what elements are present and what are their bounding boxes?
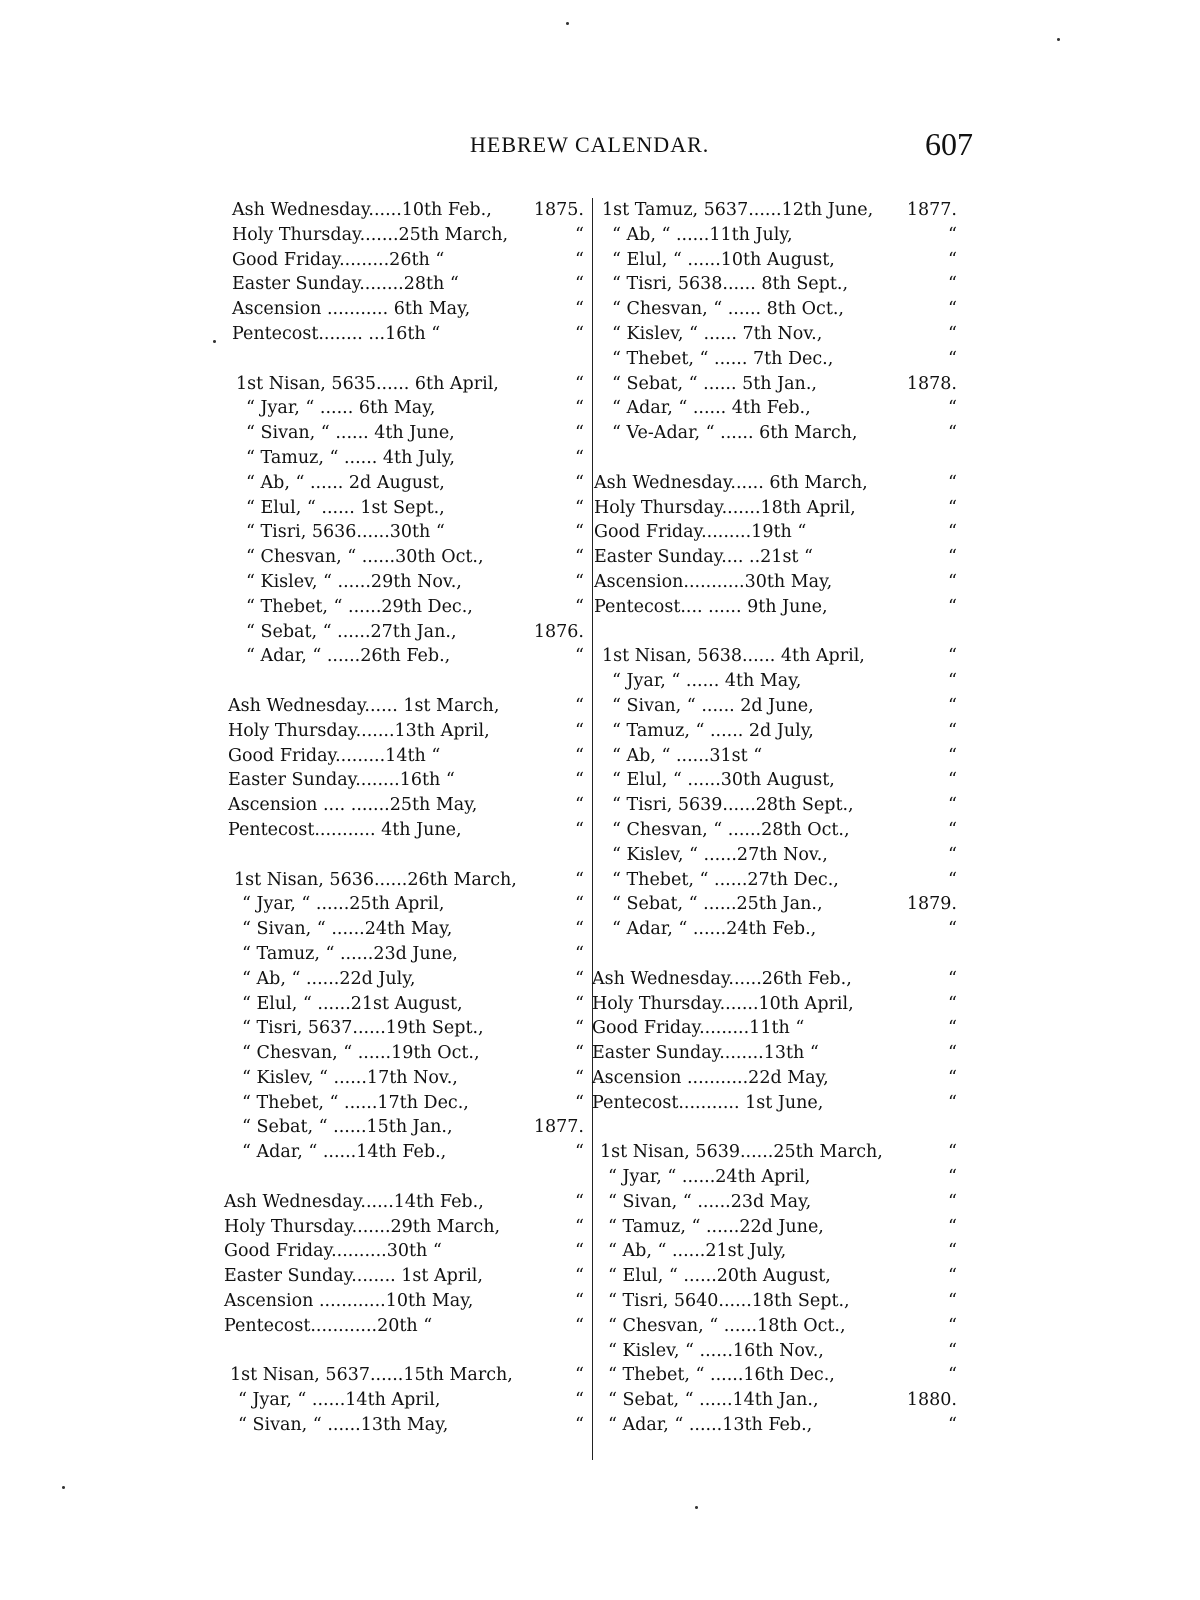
calendar-entry	[222, 297, 594, 322]
calendar-entry	[222, 1363, 594, 1388]
entry-text: “ Ab, “ ...... 2d August,	[246, 472, 445, 493]
calendar-entry	[222, 1190, 594, 1215]
entry-text: “ Elul, “ ......20th August,	[608, 1266, 831, 1287]
section-gap	[592, 446, 967, 471]
calendar-entry	[222, 892, 594, 917]
entry-text: “ Adar, “ ...... 4th Feb.,	[612, 398, 811, 419]
entry-year: “	[948, 249, 957, 270]
calendar-entry	[592, 272, 967, 297]
entry-year: “	[575, 522, 584, 543]
print-speck	[1057, 38, 1060, 41]
calendar-entry	[592, 471, 967, 496]
entry-year: “	[575, 1390, 584, 1411]
entry-year: “	[948, 224, 957, 245]
calendar-entry	[592, 868, 967, 893]
entry-text: “ Kislev, “ ......16th Nov.,	[608, 1340, 824, 1361]
entry-text: Ash Wednesday......26th Feb.,	[592, 968, 852, 989]
entry-text: “ Sebat, “ ......27th Jan.,	[246, 621, 457, 642]
entry-year: “	[948, 398, 957, 419]
section-gap	[222, 1339, 594, 1364]
entry-year: “	[948, 423, 957, 444]
entry-text: Easter Sunday........16th “	[228, 770, 455, 791]
calendar-entry	[592, 421, 967, 446]
entry-text: Holy Thursday.......13th April,	[228, 720, 490, 741]
entry-year: “	[948, 1415, 957, 1436]
entry-year: “	[575, 472, 584, 493]
calendar-entry	[592, 1140, 967, 1165]
entry-year: “	[948, 1092, 957, 1113]
calendar-entry	[222, 719, 594, 744]
entry-text: Good Friday.........11th “	[592, 1018, 805, 1039]
calendar-entry	[592, 1165, 967, 1190]
entry-year: “	[948, 1043, 957, 1064]
entry-year: “	[575, 770, 584, 791]
entry-year: “	[575, 299, 584, 320]
entry-year: “	[575, 249, 584, 270]
entry-text: “ Sivan, “ ...... 4th June,	[246, 423, 455, 444]
calendar-entry	[222, 917, 594, 942]
calendar-entry	[222, 942, 594, 967]
entry-year: “	[948, 1266, 957, 1287]
entry-text: “ Tamuz, “ ......23d June,	[242, 943, 458, 964]
calendar-entry	[222, 1413, 594, 1438]
entry-text: Ash Wednesday......14th Feb.,	[224, 1191, 484, 1212]
print-speck	[213, 340, 216, 343]
entry-year: “	[575, 1043, 584, 1064]
entry-year: “	[948, 745, 957, 766]
calendar-entry	[592, 322, 967, 347]
calendar-entry	[222, 1066, 594, 1091]
calendar-entry	[592, 669, 967, 694]
entry-year: “	[575, 1216, 584, 1237]
entry-year: “	[575, 943, 584, 964]
entry-year: “	[948, 323, 957, 344]
calendar-entry	[592, 719, 967, 744]
section-gap	[222, 1165, 594, 1190]
entry-year: “	[575, 1191, 584, 1212]
entry-text: Pentecost........... 4th June,	[228, 819, 462, 840]
calendar-entry	[222, 1091, 594, 1116]
entry-text: Ash Wednesday......10th Feb.,	[232, 200, 492, 220]
entry-text: Good Friday.........26th “	[232, 249, 445, 270]
entry-text: “ Chesvan, “ ......18th Oct.,	[608, 1315, 846, 1336]
page-number: 607	[925, 126, 973, 162]
entry-text: “ Tisri, 5639......28th Sept.,	[612, 795, 854, 816]
entry-text: “ Ab, “ ......31st “	[612, 745, 763, 766]
entry-year: “	[948, 1340, 957, 1361]
calendar-entry	[592, 1190, 967, 1215]
entry-text: “ Sebat, “ ......25th Jan.,	[612, 894, 823, 915]
entry-year: “	[575, 968, 584, 989]
calendar-entry	[222, 694, 594, 719]
calendar-entry	[222, 768, 594, 793]
calendar-entry	[592, 1314, 967, 1339]
entry-text: 1st Nisan, 5635...... 6th April,	[236, 373, 499, 394]
calendar-entry	[592, 818, 967, 843]
entry-text: “ Adar, “ ......24th Feb.,	[612, 919, 817, 940]
calendar-entry	[592, 396, 967, 421]
entry-year: “	[575, 869, 584, 890]
entry-text: Pentecost............20th “	[224, 1315, 433, 1336]
entry-year: “	[948, 646, 957, 667]
calendar-entry	[222, 471, 594, 496]
calendar-entry	[592, 768, 967, 793]
calendar-entry	[222, 868, 594, 893]
entry-year: “	[948, 274, 957, 295]
entry-year: 1875.	[533, 200, 584, 220]
calendar-entry	[592, 1264, 967, 1289]
entry-year: “	[575, 373, 584, 394]
calendar-entry	[592, 992, 967, 1017]
entry-text: “ Elul, “ ......30th August,	[612, 770, 835, 791]
calendar-entry	[222, 272, 594, 297]
entry-text: “ Sivan, “ ......24th May,	[242, 919, 453, 940]
entry-text: Easter Sunday........13th “	[592, 1043, 819, 1064]
entry-text: “ Kislev, “ ...... 7th Nov.,	[612, 323, 823, 344]
entry-text: “ Thebet, “ ......29th Dec.,	[246, 596, 473, 617]
calendar-entry	[222, 248, 594, 273]
entry-year: “	[948, 571, 957, 592]
entry-text: Ascension...........30th May,	[594, 571, 833, 592]
entry-year: “	[575, 323, 584, 344]
entry-year: “	[948, 695, 957, 716]
entry-year: “	[575, 1266, 584, 1287]
entry-text: Ascension ...........22d May,	[592, 1067, 829, 1088]
entry-year: 1877.	[533, 1117, 584, 1138]
calendar-entry	[222, 1140, 594, 1165]
entry-year: “	[948, 671, 957, 692]
entry-text: Pentecost.... ...... 9th June,	[594, 596, 828, 617]
calendar-entry	[592, 1016, 967, 1041]
entry-year: 1879.	[906, 894, 957, 915]
entry-year: 1877.	[906, 200, 957, 220]
calendar-entry	[222, 1215, 594, 1240]
calendar-entry	[592, 892, 967, 917]
entry-year: “	[575, 894, 584, 915]
calendar-entry	[222, 1264, 594, 1289]
calendar-entry	[222, 744, 594, 769]
entry-text: “ Tisri, 5640......18th Sept.,	[608, 1291, 850, 1312]
calendar-entry	[222, 992, 594, 1017]
entry-text: Easter Sunday.... ..21st “	[594, 547, 813, 568]
calendar-entry	[222, 520, 594, 545]
entry-text: 1st Tamuz, 5637......12th June,	[602, 200, 874, 220]
running-title: HEBREW CALENDAR.	[470, 132, 710, 157]
entry-year: “	[948, 819, 957, 840]
calendar-entry	[592, 372, 967, 397]
entry-text: “ Jyar, “ ...... 6th May,	[246, 398, 436, 419]
entry-year: “	[575, 1315, 584, 1336]
entry-year: “	[575, 447, 584, 468]
entry-text: “ Thebet, “ ......16th Dec.,	[608, 1365, 835, 1386]
entry-text: “ Sivan, “ ...... 2d June,	[612, 695, 814, 716]
entry-text: Ash Wednesday...... 6th March,	[594, 472, 868, 493]
calendar-entry	[592, 1066, 967, 1091]
calendar-entry	[592, 694, 967, 719]
entry-year: “	[948, 844, 957, 865]
entry-year: “	[948, 1067, 957, 1088]
calendar-entry	[222, 1314, 594, 1339]
entry-year: “	[575, 1018, 584, 1039]
entry-text: “ Sivan, “ ......13th May,	[238, 1415, 449, 1436]
entry-year: “	[575, 819, 584, 840]
calendar-entry	[592, 347, 967, 372]
calendar-entry	[592, 793, 967, 818]
calendar-entry	[592, 1339, 967, 1364]
entry-text: “ Tamuz, “ ...... 2d July,	[612, 720, 814, 741]
entry-text: “ Sebat, “ ...... 5th Jan.,	[612, 373, 817, 394]
entry-text: “ Tamuz, “ ...... 4th July,	[246, 447, 455, 468]
entry-text: “ Thebet, “ ......27th Dec.,	[612, 869, 839, 890]
entry-year: “	[948, 993, 957, 1014]
entry-year: “	[575, 646, 584, 667]
entry-year: “	[575, 274, 584, 295]
calendar-entry	[222, 570, 594, 595]
entry-text: Pentecost........ ...16th “	[232, 323, 441, 344]
calendar-entry	[222, 644, 594, 669]
calendar-entry	[222, 620, 594, 645]
calendar-entry	[592, 744, 967, 769]
calendar-entry	[592, 1239, 967, 1264]
calendar-entry	[222, 396, 594, 421]
entry-text: 1st Nisan, 5637......15th March,	[230, 1365, 513, 1386]
calendar-entry	[222, 223, 594, 248]
calendar-entry	[222, 1041, 594, 1066]
calendar-entry	[592, 520, 967, 545]
entry-year: “	[948, 1315, 957, 1336]
calendar-entry	[222, 793, 594, 818]
entry-text: 1st Nisan, 5638...... 4th April,	[602, 646, 865, 667]
entry-year: “	[575, 919, 584, 940]
entry-year: “	[575, 1241, 584, 1262]
entry-text: “ Tisri, 5638...... 8th Sept.,	[612, 274, 849, 295]
entry-text: “ Sivan, “ ......23d May,	[608, 1191, 812, 1212]
entry-year: “	[575, 547, 584, 568]
entry-year: “	[575, 1291, 584, 1312]
entry-text: “ Kislev, “ ......17th Nov.,	[242, 1067, 458, 1088]
entry-year: “	[948, 1241, 957, 1262]
entry-year: “	[948, 1018, 957, 1039]
calendar-entry	[592, 496, 967, 521]
calendar-entry	[222, 372, 594, 397]
section-gap	[592, 942, 967, 967]
section-gap	[222, 347, 594, 372]
calendar-entry	[592, 967, 967, 992]
entry-text: “ Sebat, “ ......14th Jan.,	[608, 1390, 819, 1411]
calendar-entry	[592, 297, 967, 322]
entry-text: Good Friday.........19th “	[594, 522, 807, 543]
calendar-entry	[592, 1041, 967, 1066]
calendar-entry	[592, 1388, 967, 1413]
entry-text: Holy Thursday.......18th April,	[594, 497, 856, 518]
calendar-entry	[222, 446, 594, 471]
left-column	[222, 198, 594, 1438]
calendar-entry	[592, 917, 967, 942]
section-gap	[592, 1115, 967, 1140]
calendar-entry	[592, 1413, 967, 1438]
print-speck	[566, 22, 569, 25]
calendar-entry	[222, 198, 594, 223]
entry-text: Good Friday.........14th “	[228, 745, 441, 766]
entry-text: “ Elul, “ ......10th August,	[612, 249, 835, 270]
entry-year: “	[575, 795, 584, 816]
entry-text: “ Adar, “ ......13th Feb.,	[608, 1415, 813, 1436]
entry-year: “	[575, 1415, 584, 1436]
entry-year: “	[575, 745, 584, 766]
entry-text: Ascension ........... 6th May,	[232, 299, 471, 320]
entry-year: “	[948, 1365, 957, 1386]
entry-year: 1878.	[906, 373, 957, 394]
entry-year: “	[948, 547, 957, 568]
section-gap	[222, 843, 594, 868]
entry-year: “	[948, 1167, 957, 1188]
entry-text: Pentecost........... 1st June,	[592, 1092, 824, 1113]
entry-text: “ Tisri, 5636......30th “	[246, 522, 445, 543]
calendar-entry	[592, 1215, 967, 1240]
entry-year: “	[948, 522, 957, 543]
entry-text: “ Jyar, “ ...... 4th May,	[612, 671, 802, 692]
calendar-entry	[592, 843, 967, 868]
entry-text: “ Thebet, “ ...... 7th Dec.,	[612, 348, 834, 369]
entry-text: Good Friday..........30th “	[224, 1241, 442, 1262]
right-column	[592, 198, 967, 1438]
entry-text: Easter Sunday........28th “	[232, 274, 459, 295]
entry-year: “	[575, 695, 584, 716]
entry-text: 1st Nisan, 5636......26th March,	[234, 869, 517, 890]
calendar-entry	[592, 198, 967, 223]
calendar-entry	[222, 421, 594, 446]
entry-text: Holy Thursday.......10th April,	[592, 993, 854, 1014]
entry-text: Ascension ............10th May,	[224, 1291, 474, 1312]
entry-text: “ Kislev, “ ......27th Nov.,	[612, 844, 828, 865]
calendar-entry	[222, 1239, 594, 1264]
entry-year: “	[948, 299, 957, 320]
entry-text: “ Adar, “ ......14th Feb.,	[242, 1142, 447, 1163]
entry-text: “ Tamuz, “ ......22d June,	[608, 1216, 824, 1237]
entry-text: Holy Thursday.......25th March,	[232, 224, 509, 245]
entry-year: “	[575, 1365, 584, 1386]
entry-year: “	[948, 348, 957, 369]
entry-text: “ Chesvan, “ ......30th Oct.,	[246, 547, 484, 568]
section-gap	[222, 669, 594, 694]
entry-year: “	[948, 869, 957, 890]
entry-text: Holy Thursday.......29th March,	[224, 1216, 501, 1237]
entry-year: “	[948, 968, 957, 989]
calendar-entry	[222, 595, 594, 620]
entry-year: “	[948, 1142, 957, 1163]
entry-text: “ Ab, “ ......22d July,	[242, 968, 416, 989]
calendar-entry	[592, 545, 967, 570]
entry-year: “	[948, 1291, 957, 1312]
entry-text: “ Sebat, “ ......15th Jan.,	[242, 1117, 453, 1138]
entry-year: “	[575, 1092, 584, 1113]
entry-text: “ Tisri, 5637......19th Sept.,	[242, 1018, 484, 1039]
calendar-entry	[222, 496, 594, 521]
entry-text: Ash Wednesday...... 1st March,	[228, 695, 500, 716]
entry-text: “ Elul, “ ...... 1st Sept.,	[246, 497, 445, 518]
entry-text: “ Ve-Adar, “ ...... 6th March,	[612, 423, 858, 444]
entry-year: “	[575, 571, 584, 592]
entry-text: “ Elul, “ ......21st August,	[242, 993, 463, 1014]
calendar-entry	[592, 595, 967, 620]
calendar-entry	[592, 1289, 967, 1314]
entry-year: “	[948, 770, 957, 791]
calendar-entry	[222, 545, 594, 570]
entry-year: “	[948, 1216, 957, 1237]
entry-text: “ Chesvan, “ ......19th Oct.,	[242, 1043, 480, 1064]
calendar-entry	[222, 322, 594, 347]
entry-year: “	[948, 472, 957, 493]
calendar-entry	[222, 1289, 594, 1314]
calendar-entry	[222, 1016, 594, 1041]
entry-year: 1880.	[906, 1390, 957, 1411]
entry-text: “ Thebet, “ ......17th Dec.,	[242, 1092, 469, 1113]
entry-year: “	[575, 993, 584, 1014]
entry-year: “	[948, 919, 957, 940]
entry-year: “	[575, 398, 584, 419]
entry-text: “ Chesvan, “ ...... 8th Oct.,	[612, 299, 844, 320]
calendar-entry	[592, 1363, 967, 1388]
entry-year: “	[948, 596, 957, 617]
entry-year: 1876.	[533, 621, 584, 642]
entry-year: “	[948, 1191, 957, 1212]
entry-text: “ Kislev, “ ......29th Nov.,	[246, 571, 462, 592]
entry-year: “	[575, 497, 584, 518]
entry-year: “	[948, 720, 957, 741]
entry-text: “ Jyar, “ ......25th April,	[242, 894, 445, 915]
section-gap	[592, 620, 967, 645]
entry-text: “ Ab, “ ......11th July,	[612, 224, 793, 245]
entry-year: “	[575, 224, 584, 245]
entry-year: “	[575, 423, 584, 444]
calendar-entry	[592, 570, 967, 595]
calendar-entry	[222, 818, 594, 843]
entry-text: Ascension .... .......25th May,	[228, 795, 478, 816]
calendar-entry	[592, 1091, 967, 1116]
entry-text: “ Jyar, “ ......14th April,	[238, 1390, 441, 1411]
print-speck	[62, 1486, 65, 1489]
entry-text: “ Chesvan, “ ......28th Oct.,	[612, 819, 850, 840]
calendar-entry	[592, 644, 967, 669]
calendar-entry	[222, 967, 594, 992]
calendar-entry	[592, 248, 967, 273]
entry-year: “	[575, 1067, 584, 1088]
entry-text: Easter Sunday........ 1st April,	[224, 1266, 483, 1287]
calendar-entry	[222, 1388, 594, 1413]
entry-year: “	[575, 720, 584, 741]
calendar-entry	[592, 223, 967, 248]
entry-text: 1st Nisan, 5639......25th March,	[600, 1142, 883, 1163]
entry-year: “	[575, 1142, 584, 1163]
entry-year: “	[575, 596, 584, 617]
entry-text: “ Jyar, “ ......24th April,	[608, 1167, 811, 1188]
entry-year: “	[948, 795, 957, 816]
print-speck	[695, 1506, 698, 1509]
entry-text: “ Ab, “ ......21st July,	[608, 1241, 787, 1262]
calendar-entry	[222, 1115, 594, 1140]
entry-year: “	[948, 497, 957, 518]
entry-text: “ Adar, “ ......26th Feb.,	[246, 646, 451, 667]
